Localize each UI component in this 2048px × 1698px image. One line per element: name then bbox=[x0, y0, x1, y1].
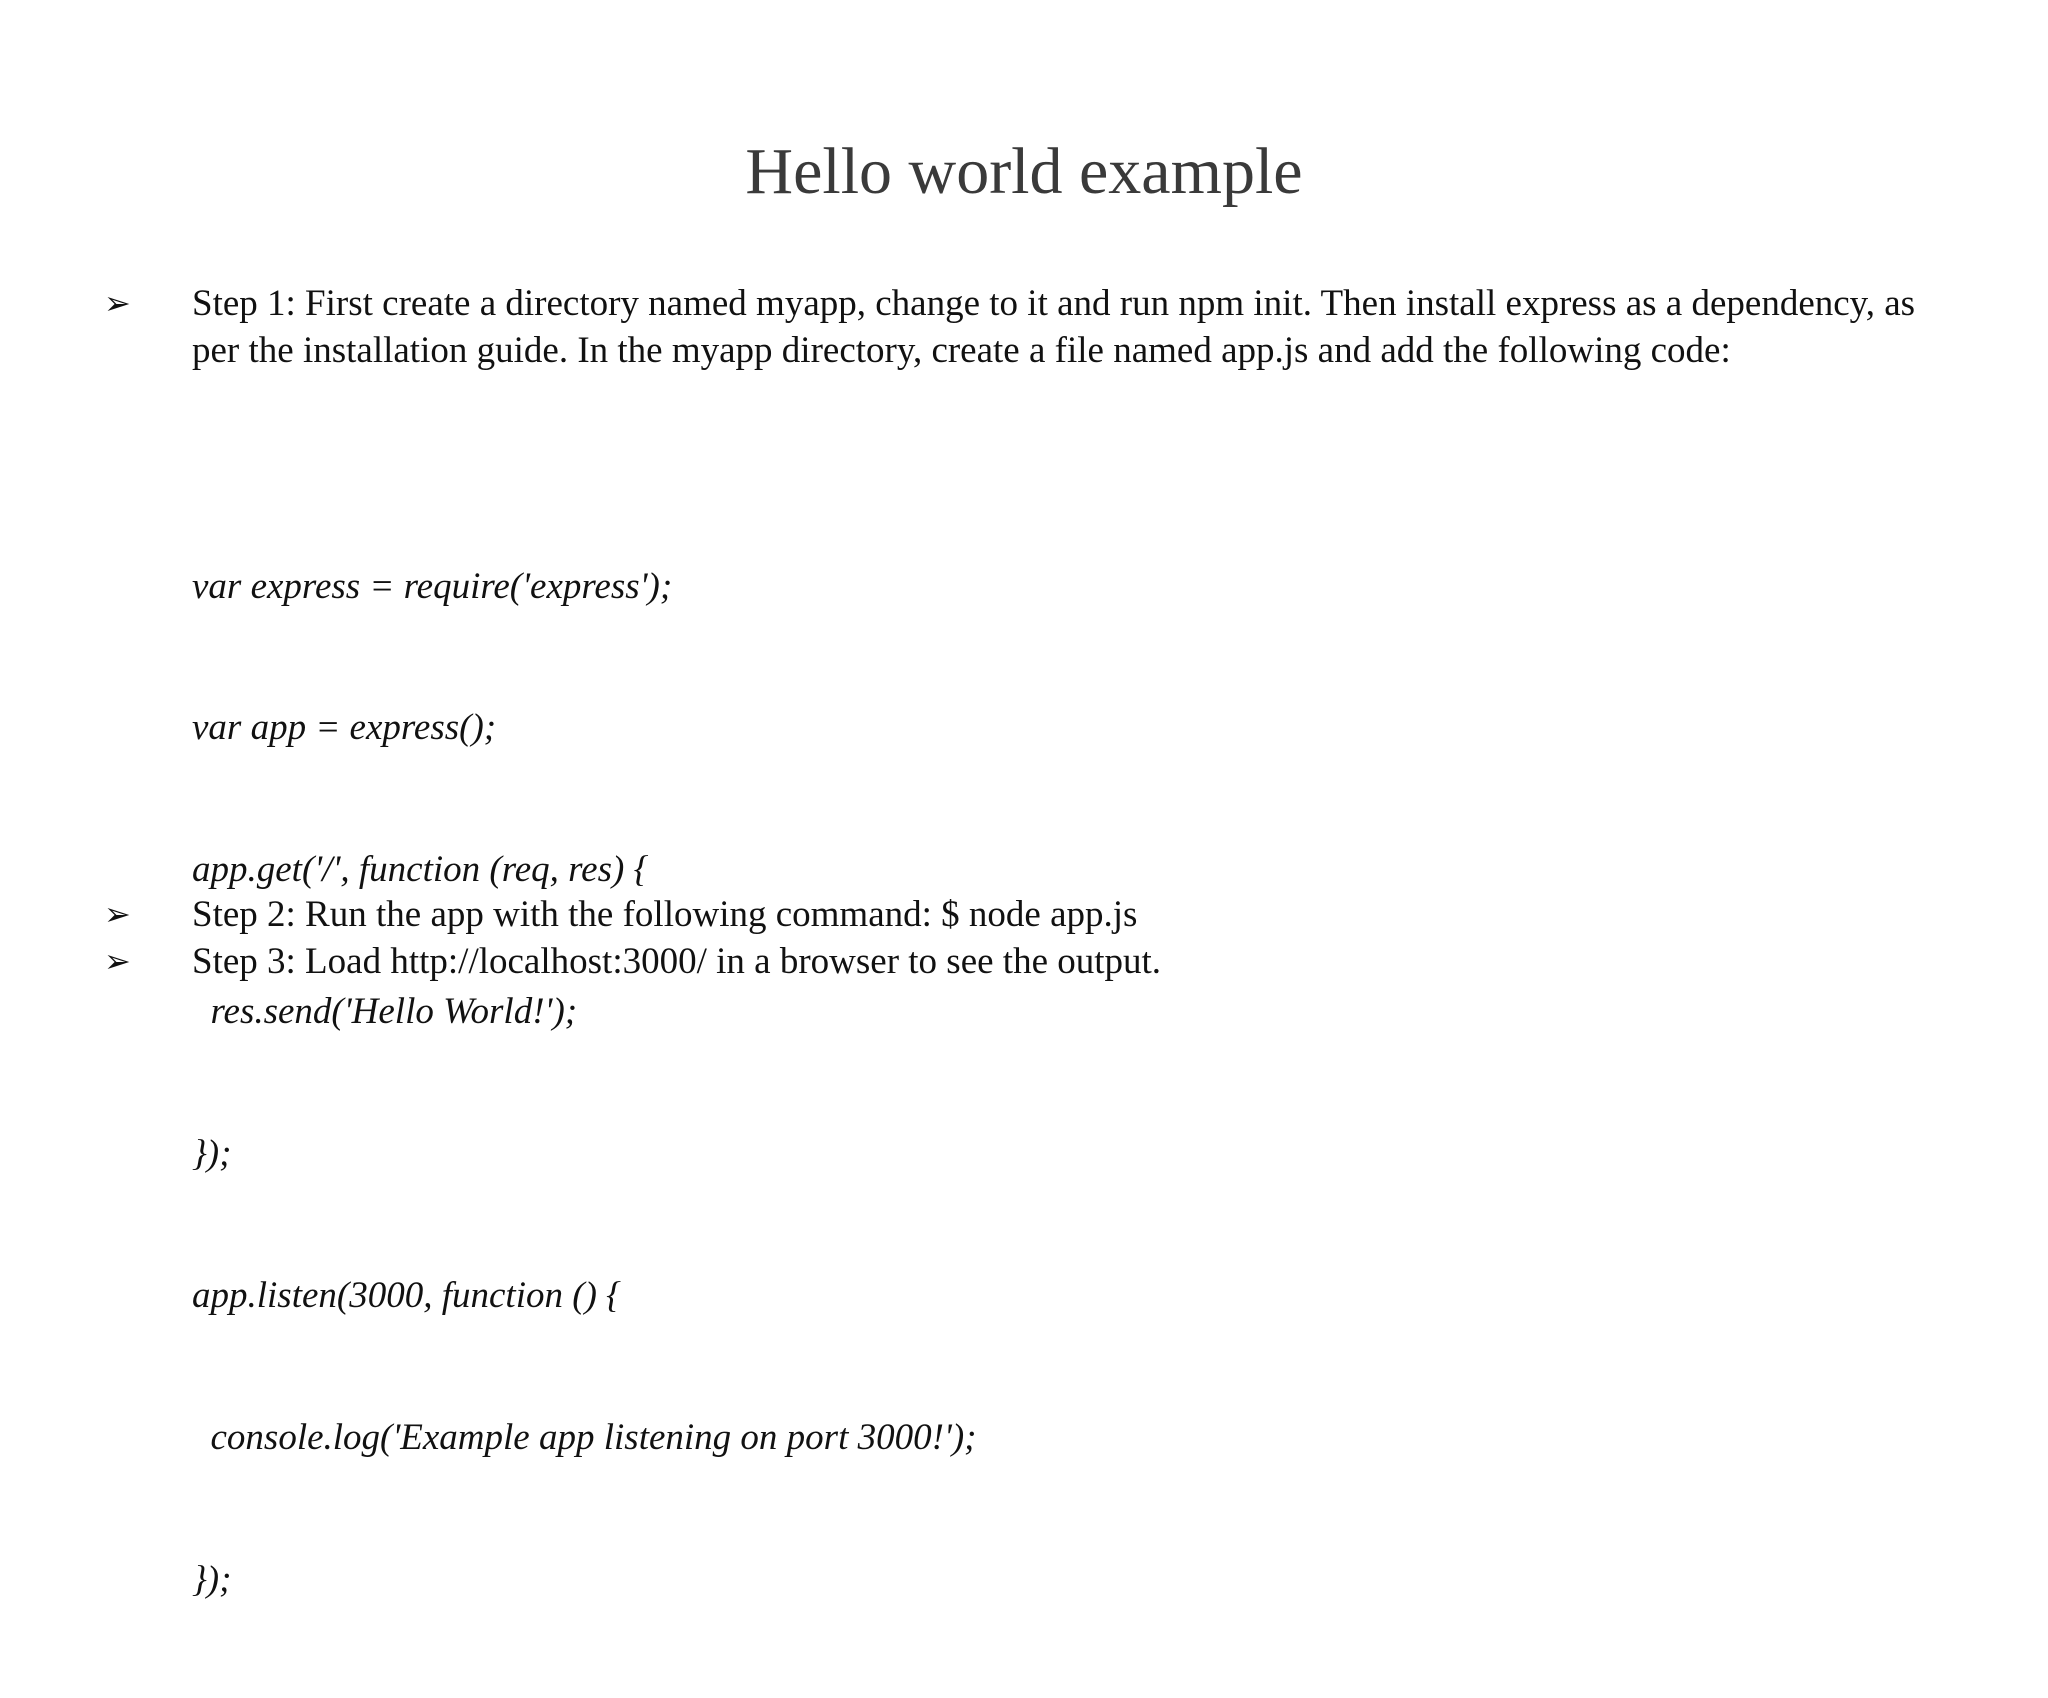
code-line: var app = express(); bbox=[192, 707, 497, 749]
arrow-bullet-icon: ➢ bbox=[104, 895, 131, 933]
bullet-step-1 bbox=[104, 280, 1934, 374]
step-3-text: Step 3: Load http://localhost:3000/ in a browser to see the output. bbox=[192, 941, 1162, 982]
bullet-step-3 bbox=[104, 938, 1934, 985]
bullet-row bbox=[104, 938, 1934, 985]
arrow-bullet-icon: ➢ bbox=[104, 942, 131, 980]
code-line: var express = require('express'); bbox=[192, 565, 673, 607]
code-line: }); bbox=[192, 1558, 232, 1600]
arrow-bullet-icon: ➢ bbox=[104, 284, 131, 322]
code-line: app.listen(3000, function () { bbox=[192, 1275, 621, 1317]
slide-title: Hello world example bbox=[745, 135, 1303, 208]
code-line: console.log('Example app listening on port 3000!'); bbox=[192, 1416, 977, 1458]
code-line: }); bbox=[192, 1133, 232, 1175]
code-line: res.send('Hello World!'); bbox=[192, 991, 578, 1033]
code-block bbox=[192, 468, 976, 1698]
step-2-text: Step 2: Run the app with the following command: $ node app.js bbox=[192, 894, 1138, 935]
bullet-step-2 bbox=[104, 891, 1934, 938]
step-1-text: Step 1: First create a directory named myapp, change to it and run npm init. Then install express as a dependency, as per the installation guide. In the myapp directory, create a file named app.js and add the following code: bbox=[192, 283, 1916, 371]
bullet-row bbox=[104, 280, 1934, 374]
bullet-row bbox=[104, 891, 1934, 938]
code-line: app.get('/', function (req, res) { bbox=[192, 849, 649, 891]
